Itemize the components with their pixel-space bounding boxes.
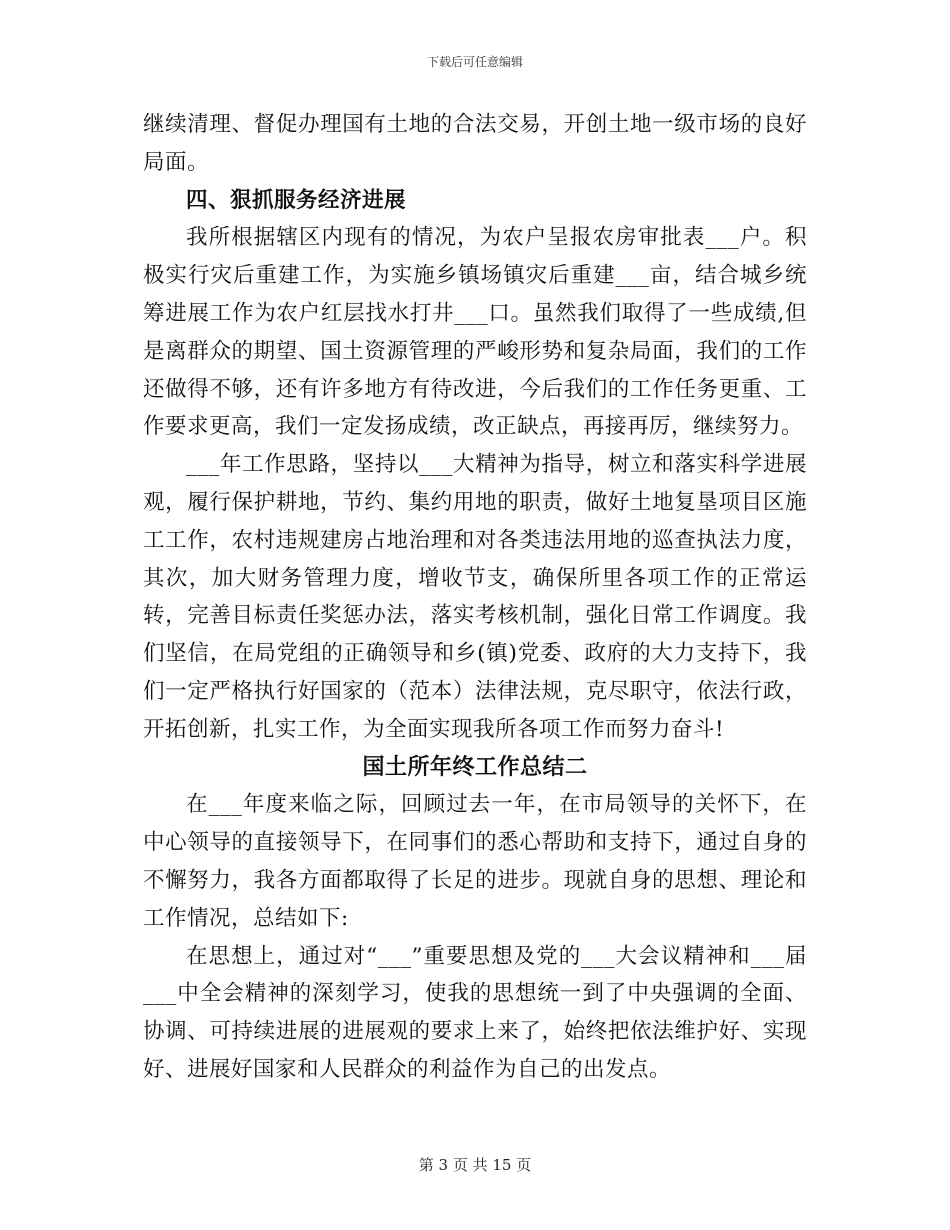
paragraph-continuation: 继续清理、督促办理国有土地的合法交易，开创土地一级市场的良好局面。: [143, 112, 807, 175]
document-body: [143, 106, 807, 1089]
paragraph: 在思想上，通过对“___”重要思想及党的___大会议精神和___届___中全会精神的深刻学习，使我的思想统一到了中央强调的全面、协调、可持续进展的进展观的要求上来了，始终把依法维护好、实现好、进展好国家和人民群众的利益作为自己的出发点。: [143, 943, 807, 1082]
paragraph: ___年工作思路，坚持以___大精神为指导，树立和落实科学进展观，履行保护耕地，节约、集约用地的职责，做好土地复垦项目区施工工作，农村违规建房占地治理和对各类违法用地的巡查执法力度，其次，加大财务管理力度，增收节支，确保所里各项工作的正常运转，完善目标责任奖惩办法，落实考核机制，强化日常工作调度。我们坚信，在局党组的正确领导和乡(镇)党委、政府的大力支持下，我们一定严格执行好国家的（范本）法律法规，克尽职守，依法行政，开拓创新，扎实工作，为全面实现我所各项工作而努力奋斗!: [143, 452, 807, 742]
paragraph: 在___年度来临之际，回顾过去一年，在市局领导的关怀下，在中心领导的直接领导下，在同事们的悉心帮助和支持下，通过自身的不懈努力，我各方面都取得了长足的进步。现就自身的思想、理论和工作情况，总结如下:: [143, 792, 807, 931]
paragraph: 我所根据辖区内现有的情况，为农户呈报农房审批表___户。积极实行灾后重建工作，为实施乡镇场镇灾后重建___亩，结合城乡统筹进展工作为农户红层找水打井___口。虽然我们取得了一些成绩,但是离群众的期望、国土资源管理的严峻形势和复杂局面，我们的工作还做得不够，还有许多地方有待改进，今后我们的工作任务更重、工作要求更高，我们一定发扬成绩，改正缺点，再接再厉，继续努力。: [143, 225, 807, 440]
header-note: 下载后可任意编辑: [426, 55, 523, 69]
document-title: 国土所年终工作总结二: [362, 753, 588, 780]
page-number: 第 3 页 共 15 页: [418, 1156, 532, 1174]
section-heading: 四、狠抓服务经济进展: [186, 187, 407, 213]
